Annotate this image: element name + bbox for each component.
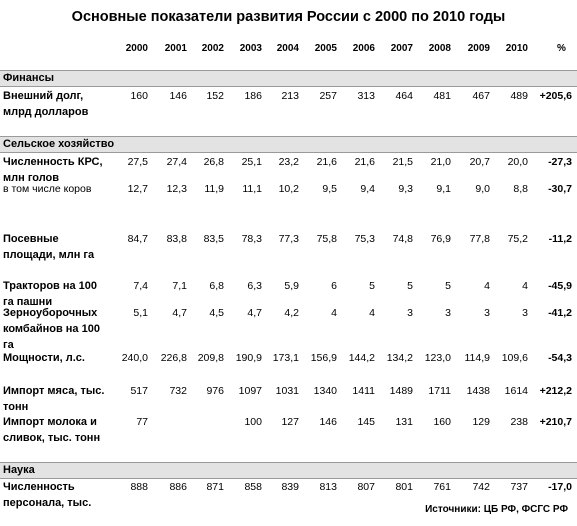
table-cell: 129 <box>472 416 490 428</box>
table-cell: 3 <box>484 307 490 319</box>
table-cell: 4,2 <box>284 307 299 319</box>
table-cell: 10,2 <box>278 183 299 195</box>
table-cell: 84,7 <box>127 233 148 245</box>
table-cell: 9,4 <box>360 183 375 195</box>
table-cell: 21,6 <box>316 156 337 168</box>
percent-change-cell: -45,9 <box>548 280 572 292</box>
year-header-2010: 2010 <box>505 43 528 54</box>
table-cell: 213 <box>281 90 299 102</box>
table-cell: 3 <box>522 307 528 319</box>
percent-change-cell: +205,6 <box>539 90 572 102</box>
table-cell: 173,1 <box>272 352 299 364</box>
table-cell: 1340 <box>313 385 337 397</box>
table-cell: 77,3 <box>278 233 299 245</box>
table-cell: 156,9 <box>310 352 337 364</box>
table-cell: 209,8 <box>197 352 224 364</box>
row-label: Мощности, л.с. <box>3 352 85 364</box>
row-label: Зерноуборочных комбайнов на 100 га <box>3 307 100 351</box>
table-cell: 4,5 <box>209 307 224 319</box>
table-cell: 5,1 <box>133 307 148 319</box>
year-header-2007: 2007 <box>390 43 413 54</box>
table-cell: 9,1 <box>436 183 451 195</box>
table-cell: 313 <box>357 90 375 102</box>
table-cell: 5 <box>369 280 375 292</box>
table-cell: 226,8 <box>160 352 187 364</box>
table-cell: 464 <box>395 90 413 102</box>
table-cell: 109,6 <box>501 352 528 364</box>
table-cell: 976 <box>206 385 224 397</box>
table-cell: 11,1 <box>242 183 262 195</box>
table-cell: 190,9 <box>235 352 262 364</box>
year-header-2006: 2006 <box>352 43 375 54</box>
year-header-2004: 2004 <box>276 43 299 54</box>
table-cell: 6 <box>331 280 337 292</box>
table-cell: 1031 <box>275 385 299 397</box>
table-cell: 21,6 <box>354 156 375 168</box>
table-cell: 888 <box>130 481 148 493</box>
table-cell: 8,8 <box>513 183 528 195</box>
table-cell: 737 <box>510 481 528 493</box>
table-cell: 3 <box>445 307 451 319</box>
table-cell: 26,8 <box>203 156 224 168</box>
table-cell: 9,3 <box>398 183 413 195</box>
row-label: Внешний долг, млрд долларов <box>3 90 89 118</box>
table-cell: 4,7 <box>247 307 262 319</box>
year-header-2009: 2009 <box>467 43 490 54</box>
table-cell: 732 <box>169 385 187 397</box>
table-cell: 4 <box>369 307 375 319</box>
section-title: Наука <box>3 464 35 476</box>
row-label: Численность персонала, тыс. <box>3 481 92 509</box>
table-cell: 152 <box>206 90 224 102</box>
table-cell: 160 <box>130 90 148 102</box>
percent-change-cell: +212,2 <box>539 385 572 397</box>
table-cell: 21,0 <box>430 156 451 168</box>
table-cell: 145 <box>357 416 375 428</box>
table-cell: 7,4 <box>133 280 148 292</box>
table-cell: 12,3 <box>166 183 187 195</box>
table-cell: 481 <box>433 90 451 102</box>
table-cell: 27,4 <box>166 156 187 168</box>
table-cell: 23,2 <box>278 156 299 168</box>
table-cell: 83,8 <box>166 233 187 245</box>
table-cell: 11,9 <box>204 183 224 195</box>
percent-change-cell: -30,7 <box>548 183 572 195</box>
table-cell: 9,5 <box>322 183 337 195</box>
year-header-2005: 2005 <box>314 43 337 54</box>
table-cell: 27,5 <box>127 156 148 168</box>
table-cell: 467 <box>472 90 490 102</box>
table-cell: 1489 <box>389 385 413 397</box>
section-band <box>0 136 577 153</box>
table-cell: 100 <box>244 416 262 428</box>
table-cell: 186 <box>244 90 262 102</box>
table-cell: 77 <box>136 416 148 428</box>
table-cell: 761 <box>433 481 451 493</box>
table-cell: 871 <box>206 481 224 493</box>
table-cell: 1097 <box>238 385 262 397</box>
row-label: Импорт мяса, тыс. тонн <box>3 385 105 413</box>
table-cell: 114,9 <box>464 352 490 364</box>
table-cell: 160 <box>433 416 451 428</box>
table-cell: 75,8 <box>316 233 337 245</box>
percent-change-cell: -27,3 <box>548 156 572 168</box>
year-header-2001: 2001 <box>164 43 187 54</box>
table-cell: 517 <box>130 385 148 397</box>
table-cell: 858 <box>244 481 262 493</box>
percent-change-cell: -54,3 <box>548 352 572 364</box>
table-cell: 131 <box>395 416 413 428</box>
table-cell: 1614 <box>504 385 528 397</box>
table-cell: 1411 <box>352 385 375 397</box>
year-header-2002: 2002 <box>201 43 224 54</box>
table-cell: 3 <box>407 307 413 319</box>
table-cell: 742 <box>472 481 490 493</box>
year-header-2003: 2003 <box>239 43 262 54</box>
percent-change-cell: -11,2 <box>548 233 572 245</box>
table-cell: 25,1 <box>241 156 262 168</box>
table-cell: 4 <box>484 280 490 292</box>
table-cell: 12,7 <box>127 183 148 195</box>
table-cell: 5,9 <box>284 280 299 292</box>
table-cell: 146 <box>169 90 187 102</box>
section-band <box>0 462 577 479</box>
percent-change-cell: -17,0 <box>548 481 572 493</box>
row-label: Тракторов на 100 га пашни <box>3 280 98 308</box>
table-cell: 78,3 <box>241 233 262 245</box>
table-cell: 886 <box>169 481 187 493</box>
row-label: Импорт молока и сливок, тыс. тонн <box>3 416 101 444</box>
table-cell: 4 <box>331 307 337 319</box>
page-title: Основные показатели развития России с 2000 по 2010 годы <box>71 9 506 25</box>
table-cell: 7,1 <box>172 280 187 292</box>
row-label: Посевные площади, млн га <box>3 233 95 261</box>
percent-change-header: % <box>557 43 566 54</box>
table-cell: 75,3 <box>354 233 375 245</box>
table-cell: 6,8 <box>209 280 224 292</box>
table-cell: 1711 <box>428 385 451 397</box>
section-title: Сельское хозяйство <box>3 138 115 150</box>
year-header-2008: 2008 <box>428 43 451 54</box>
table-cell: 813 <box>319 481 337 493</box>
section-band <box>0 70 577 87</box>
table-cell: 801 <box>395 481 413 493</box>
table-cell: 238 <box>510 416 528 428</box>
table-cell: 144,2 <box>348 352 375 364</box>
table-cell: 76,9 <box>430 233 451 245</box>
table-cell: 123,0 <box>424 352 451 364</box>
row-label: Численность КРС, млн голов <box>3 156 103 184</box>
table-cell: 4 <box>522 280 528 292</box>
year-header-2000: 2000 <box>125 43 148 54</box>
table-cell: 20,7 <box>469 156 490 168</box>
table-cell: 839 <box>281 481 299 493</box>
table-cell: 20,0 <box>507 156 528 168</box>
table-cell: 1438 <box>466 385 490 397</box>
table-cell: 77,8 <box>469 233 490 245</box>
table-cell: 5 <box>445 280 451 292</box>
table-cell: 74,8 <box>392 233 413 245</box>
table-cell: 146 <box>319 416 337 428</box>
table-cell: 127 <box>281 416 299 428</box>
table-cell: 5 <box>407 280 413 292</box>
table-cell: 489 <box>510 90 528 102</box>
table-cell: 4,7 <box>172 307 187 319</box>
table-cell: 807 <box>357 481 375 493</box>
source-note: Источники: ЦБ РФ, ФСГС РФ <box>425 504 568 515</box>
table-cell: 257 <box>319 90 337 102</box>
table-cell: 9,0 <box>475 183 490 195</box>
percent-change-cell: -41,2 <box>548 307 572 319</box>
table-cell: 75,2 <box>507 233 528 245</box>
table-cell: 240,0 <box>121 352 148 364</box>
table-cell: 134,2 <box>386 352 413 364</box>
section-title: Финансы <box>3 72 55 84</box>
table-cell: 6,3 <box>247 280 262 292</box>
row-label: в том числе коров <box>3 183 92 195</box>
percent-change-cell: +210,7 <box>539 416 572 428</box>
table-cell: 21,5 <box>392 156 413 168</box>
table-cell: 83,5 <box>203 233 224 245</box>
